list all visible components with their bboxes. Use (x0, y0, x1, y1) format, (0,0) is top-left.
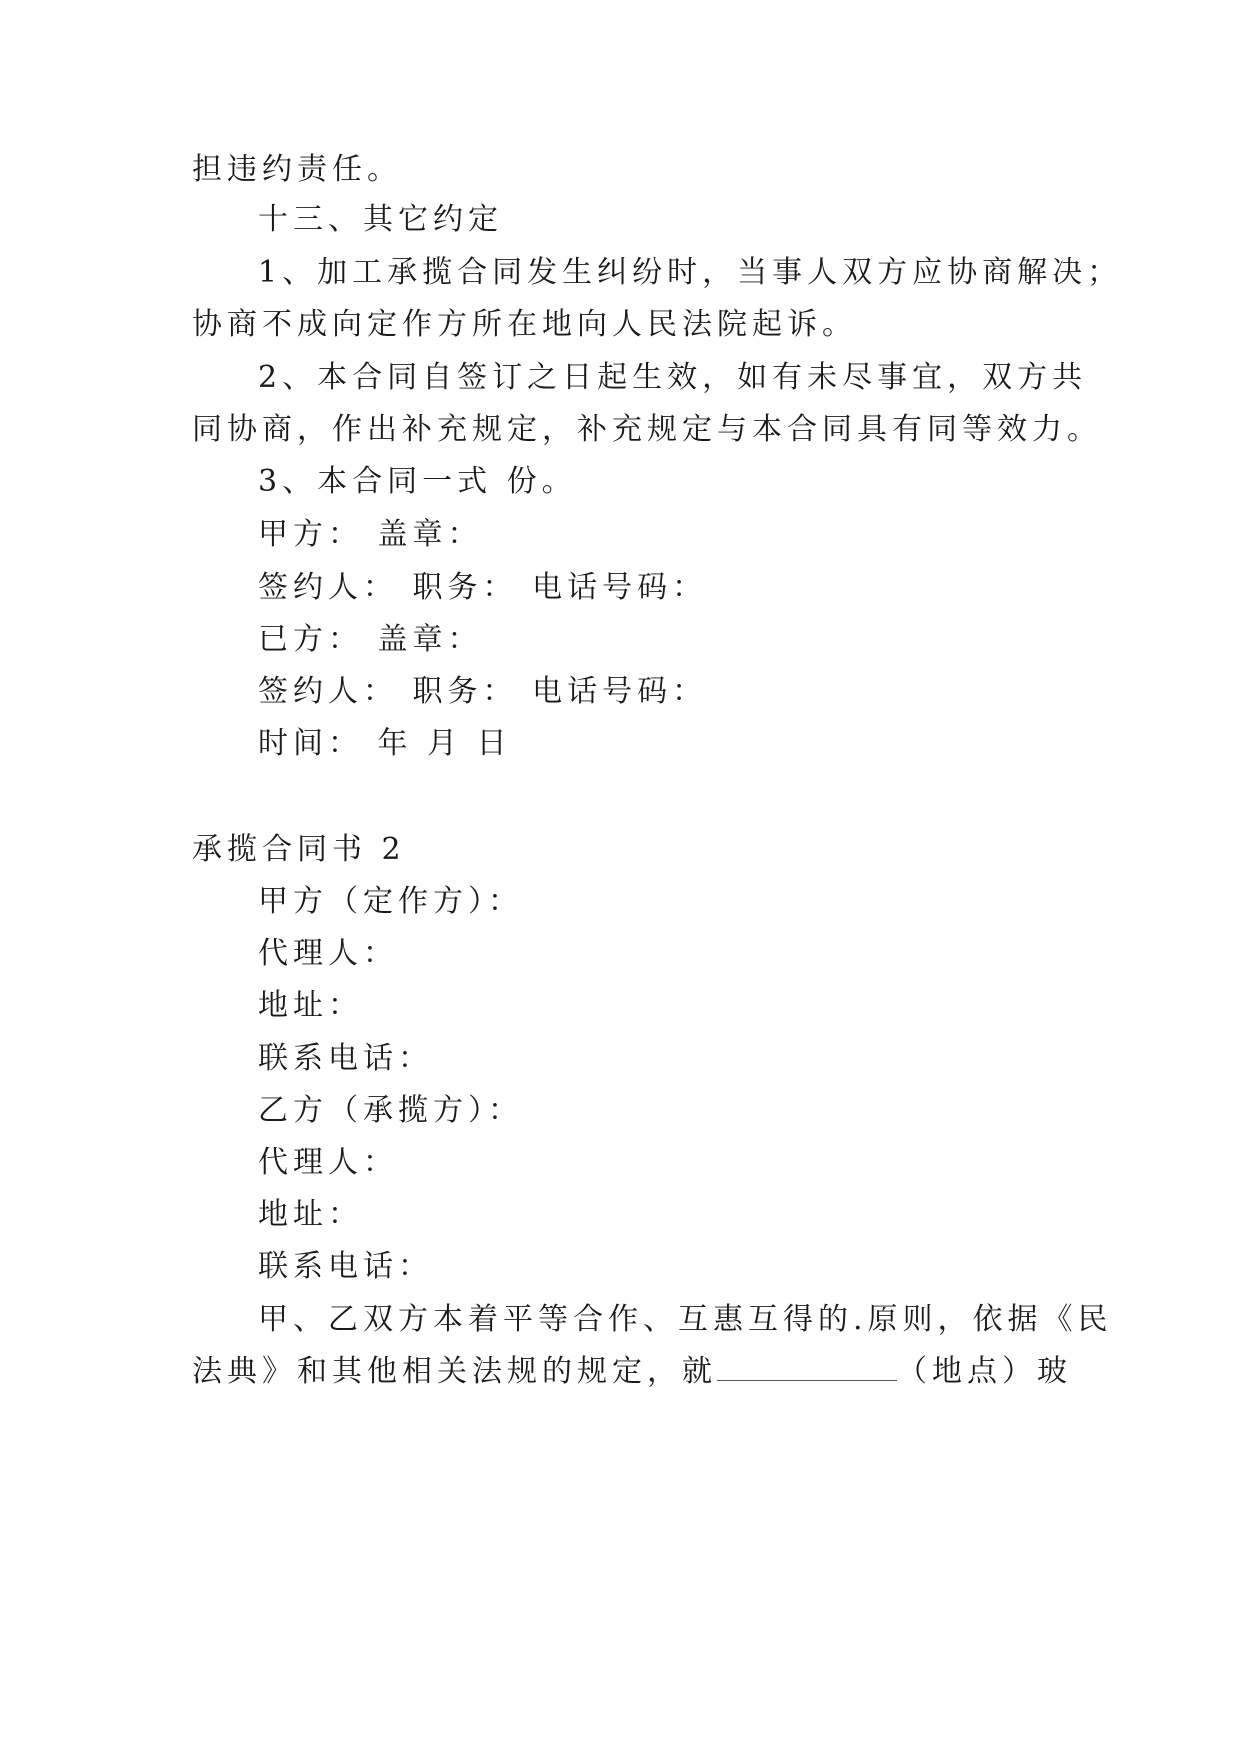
party-a-seal-line: 甲方： 盖章： (258, 517, 483, 552)
phone-line: 联系电话： (258, 1041, 433, 1076)
blank-field (717, 1352, 897, 1381)
date-line: 时间： 年 月 日 (258, 726, 512, 761)
text-line: 2、本合同自签订之日起生效，如有未尽事宜，双方共 (258, 360, 1088, 395)
signer-line: 签约人： 职务： 电话号码： (258, 570, 708, 605)
address-line: 地址： (258, 1197, 363, 1232)
party-b-seal-line: 已方： 盖章： (258, 622, 483, 657)
text-fragment: 法典》和其他相关法规的规定，就 (192, 1354, 717, 1389)
agent-line: 代理人： (258, 1145, 398, 1180)
text-line: 3、本合同一式 份。 (258, 464, 577, 499)
text-fragment: （地点）玻 (897, 1354, 1072, 1389)
text-line (192, 1352, 1072, 1392)
signer-line: 签约人： 职务： 电话号码： (258, 674, 708, 709)
party-b-line: 乙方（承揽方）： (258, 1093, 523, 1128)
document-title: 承揽合同书 2 (192, 832, 406, 867)
text-line: 1、加工承揽合同发生纠纷时，当事人双方应协商解决； (258, 255, 1123, 290)
text-line: 同协商，作出补充规定，补充规定与本合同具有同等效力。 (192, 412, 1102, 447)
text-line: 协商不成向定作方所在地向人民法院起诉。 (192, 307, 857, 342)
address-line: 地址： (258, 988, 363, 1023)
text-line: 甲、乙双方本着平等合作、互惠互得的.原则，依据《民 (258, 1302, 1113, 1337)
text-line: 担违约责任。 (192, 152, 402, 187)
party-a-line: 甲方（定作方）： (258, 884, 523, 919)
phone-line: 联系电话： (258, 1249, 433, 1284)
agent-line: 代理人： (258, 936, 398, 971)
section-heading: 十三、其它约定 (258, 202, 503, 237)
